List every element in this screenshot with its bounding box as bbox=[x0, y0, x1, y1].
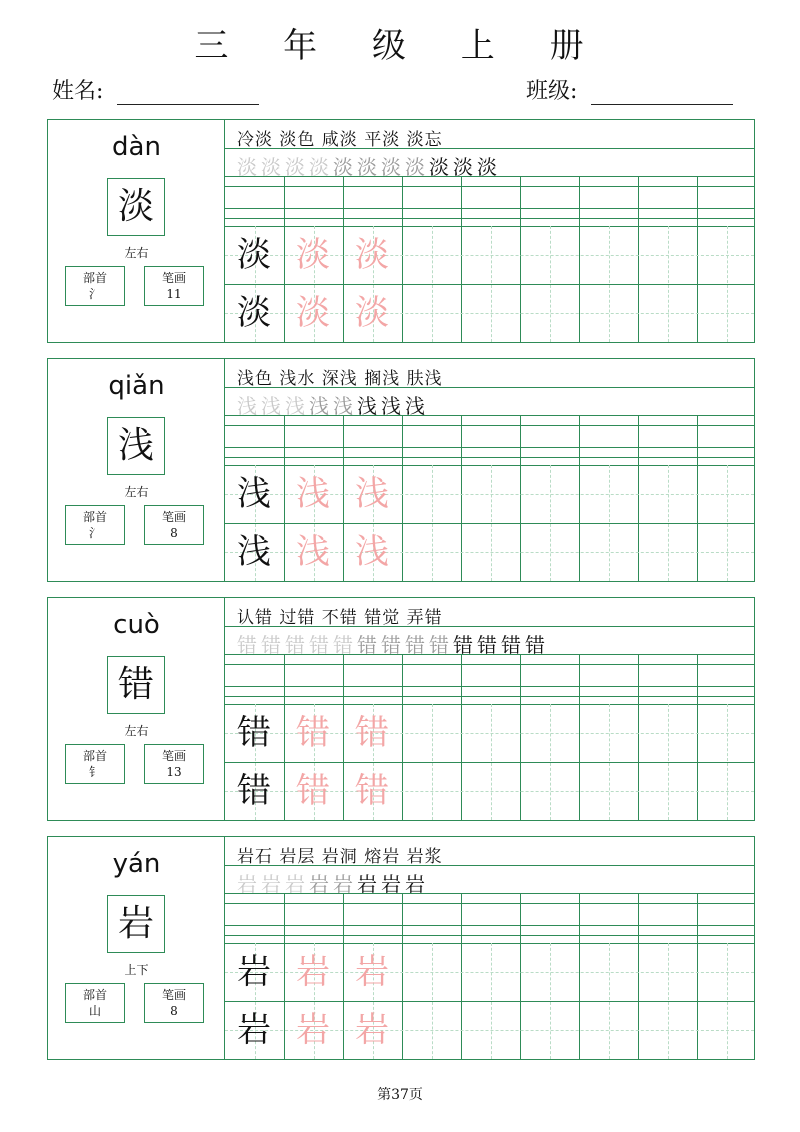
grid-line bbox=[520, 415, 521, 581]
grid-guide bbox=[727, 704, 728, 820]
practice-model-character: 淡 bbox=[237, 235, 271, 275]
grid-line bbox=[461, 893, 462, 1059]
grid-guide bbox=[491, 943, 492, 1059]
grid-guide bbox=[432, 465, 433, 581]
grid-line bbox=[225, 925, 754, 926]
structure-label: 左右 bbox=[124, 246, 149, 260]
stroke-order-step: 浅 bbox=[381, 394, 401, 418]
stroke-order-step: 错 bbox=[501, 633, 521, 657]
strokes-label: 笔画 bbox=[161, 271, 186, 285]
practice-trace-character[interactable]: 岩 bbox=[355, 1010, 389, 1050]
practice-model-character: 错 bbox=[237, 771, 271, 811]
practice-model-character: 岩 bbox=[237, 1010, 271, 1050]
stroke-order-step: 淡 bbox=[405, 155, 425, 179]
stroke-order-step: 错 bbox=[333, 633, 353, 657]
grid-line bbox=[225, 457, 754, 458]
class-field[interactable] bbox=[526, 74, 733, 105]
stroke-order-step: 淡 bbox=[309, 155, 329, 179]
strokes-label: 笔画 bbox=[161, 510, 186, 524]
page-title: 三 年 级 上 册 bbox=[194, 26, 606, 66]
radical-label: 部首 bbox=[82, 988, 107, 1002]
strokes-value: 8 bbox=[170, 526, 178, 540]
strokes-value: 13 bbox=[166, 765, 182, 779]
structure-label: 左右 bbox=[124, 485, 149, 499]
grid-line bbox=[225, 208, 754, 209]
radical-value: 氵 bbox=[88, 526, 101, 540]
practice-trace-character[interactable]: 错 bbox=[296, 771, 330, 811]
grid-line bbox=[225, 415, 754, 416]
grid-line bbox=[461, 176, 462, 342]
grid-line bbox=[697, 415, 698, 581]
practice-trace-character[interactable]: 浅 bbox=[355, 474, 389, 514]
grid-guide bbox=[668, 465, 669, 581]
radical-box bbox=[65, 983, 125, 1023]
class-underline[interactable] bbox=[591, 84, 733, 105]
stroke-order-step: 浅 bbox=[405, 394, 425, 418]
grid-guide bbox=[491, 226, 492, 342]
practice-trace-character[interactable]: 淡 bbox=[296, 235, 330, 275]
strokes-box bbox=[144, 266, 204, 306]
grid-guide bbox=[727, 226, 728, 342]
stroke-order-step: 浅 bbox=[333, 394, 353, 418]
stroke-order-step: 淡 bbox=[381, 155, 401, 179]
grid-line bbox=[225, 686, 754, 687]
radical-box bbox=[65, 744, 125, 784]
stroke-order-step: 岩 bbox=[381, 872, 401, 896]
radical-value: 山 bbox=[88, 1004, 101, 1018]
radical-box bbox=[65, 505, 125, 545]
radical-value: 氵 bbox=[88, 287, 101, 301]
grid-line bbox=[225, 218, 754, 219]
strokes-label: 笔画 bbox=[161, 749, 186, 763]
pinyin: cuò bbox=[113, 610, 160, 640]
radical-box bbox=[65, 266, 125, 306]
grid-line bbox=[225, 447, 754, 448]
grid-guide bbox=[609, 226, 610, 342]
grid-line bbox=[402, 893, 403, 1059]
grid-guide bbox=[668, 704, 669, 820]
practice-trace-character[interactable]: 错 bbox=[296, 713, 330, 753]
practice-model-character: 淡 bbox=[237, 293, 271, 333]
stroke-order-step: 淡 bbox=[285, 155, 305, 179]
grid-line bbox=[461, 415, 462, 581]
grid-line bbox=[638, 654, 639, 820]
practice-panel bbox=[225, 598, 754, 820]
character-card bbox=[47, 836, 755, 1060]
practice-trace-character[interactable]: 淡 bbox=[355, 235, 389, 275]
model-character: 淡 bbox=[107, 178, 165, 236]
pinyin: yán bbox=[112, 849, 161, 879]
practice-model-character: 错 bbox=[237, 713, 271, 753]
radical-label: 部首 bbox=[82, 749, 107, 763]
stroke-order-step: 错 bbox=[477, 633, 497, 657]
practice-trace-character[interactable]: 淡 bbox=[355, 293, 389, 333]
grid-line bbox=[225, 865, 754, 866]
stroke-order-step: 错 bbox=[261, 633, 281, 657]
grid-line bbox=[638, 893, 639, 1059]
practice-trace-character[interactable]: 岩 bbox=[296, 952, 330, 992]
name-label: 姓名: bbox=[52, 79, 104, 104]
stroke-order-step: 岩 bbox=[237, 872, 257, 896]
practice-model-character: 岩 bbox=[237, 952, 271, 992]
grid-line bbox=[402, 415, 403, 581]
grid-guide bbox=[668, 943, 669, 1059]
grid-guide bbox=[609, 465, 610, 581]
grid-guide bbox=[609, 943, 610, 1059]
grid-guide bbox=[550, 465, 551, 581]
grid-line bbox=[402, 176, 403, 342]
stroke-order-step: 浅 bbox=[285, 394, 305, 418]
pinyin: dàn bbox=[112, 132, 161, 162]
strokes-value: 11 bbox=[166, 287, 182, 301]
character-card bbox=[47, 597, 755, 821]
character-info-panel bbox=[48, 359, 225, 581]
stroke-order-step: 岩 bbox=[405, 872, 425, 896]
stroke-order-step: 岩 bbox=[309, 872, 329, 896]
grid-guide bbox=[432, 704, 433, 820]
structure-label: 上下 bbox=[124, 963, 149, 977]
stroke-order-step: 浅 bbox=[237, 394, 257, 418]
grid-line bbox=[638, 415, 639, 581]
stroke-order-step: 岩 bbox=[357, 872, 377, 896]
practice-trace-character[interactable]: 浅 bbox=[296, 532, 330, 572]
stroke-order-step: 错 bbox=[285, 633, 305, 657]
practice-model-character: 浅 bbox=[237, 532, 271, 572]
grid-line bbox=[697, 176, 698, 342]
grid-line bbox=[520, 176, 521, 342]
stroke-order-step: 错 bbox=[525, 633, 545, 657]
grid-line bbox=[579, 893, 580, 1059]
character-card bbox=[47, 358, 755, 582]
practice-trace-character[interactable]: 错 bbox=[355, 713, 389, 753]
stroke-order-step: 岩 bbox=[261, 872, 281, 896]
practice-panel bbox=[225, 359, 754, 581]
stroke-order-step: 岩 bbox=[285, 872, 305, 896]
pinyin: qiǎn bbox=[108, 371, 165, 401]
grid-guide bbox=[727, 943, 728, 1059]
practice-trace-character[interactable]: 浅 bbox=[355, 532, 389, 572]
grid-guide bbox=[432, 226, 433, 342]
stroke-order-step: 淡 bbox=[333, 155, 353, 179]
grid-line bbox=[579, 654, 580, 820]
stroke-order-step: 错 bbox=[405, 633, 425, 657]
stroke-order-step: 错 bbox=[237, 633, 257, 657]
grid-line bbox=[225, 148, 754, 149]
character-info-panel bbox=[48, 120, 225, 342]
grid-line bbox=[579, 415, 580, 581]
word-list: 浅色 浅水 深浅 搁浅 肤浅 bbox=[237, 369, 443, 389]
grid-guide bbox=[491, 704, 492, 820]
stroke-order-step: 岩 bbox=[333, 872, 353, 896]
practice-panel bbox=[225, 837, 754, 1059]
grid-line bbox=[225, 893, 754, 894]
grid-line bbox=[225, 387, 754, 388]
radical-label: 部首 bbox=[82, 271, 107, 285]
grid-guide bbox=[491, 465, 492, 581]
grid-guide bbox=[550, 226, 551, 342]
radical-value: 钅 bbox=[88, 765, 101, 779]
grid-line bbox=[225, 935, 754, 936]
practice-trace-character[interactable]: 岩 bbox=[355, 952, 389, 992]
stroke-order-step: 淡 bbox=[261, 155, 281, 179]
model-character: 岩 bbox=[107, 895, 165, 953]
name-underline[interactable] bbox=[117, 84, 259, 105]
stroke-order-step: 错 bbox=[429, 633, 449, 657]
stroke-order-step: 浅 bbox=[309, 394, 329, 418]
strokes-label: 笔画 bbox=[161, 988, 186, 1002]
word-list: 冷淡 淡色 咸淡 平淡 淡忘 bbox=[237, 130, 443, 150]
grid-line bbox=[225, 654, 754, 655]
grid-line bbox=[225, 176, 754, 177]
strokes-box bbox=[144, 983, 204, 1023]
stroke-order-step: 淡 bbox=[453, 155, 473, 179]
grid-line bbox=[520, 893, 521, 1059]
character-info-panel bbox=[48, 598, 225, 820]
structure-label: 左右 bbox=[124, 724, 149, 738]
stroke-order-step: 错 bbox=[453, 633, 473, 657]
practice-trace-character[interactable]: 淡 bbox=[296, 293, 330, 333]
grid-line bbox=[579, 176, 580, 342]
practice-trace-character[interactable]: 岩 bbox=[296, 1010, 330, 1050]
grid-line bbox=[461, 654, 462, 820]
practice-trace-character[interactable]: 浅 bbox=[296, 474, 330, 514]
strokes-value: 8 bbox=[170, 1004, 178, 1018]
grid-line bbox=[638, 176, 639, 342]
grid-line bbox=[225, 186, 754, 187]
stroke-order-step: 错 bbox=[357, 633, 377, 657]
name-field[interactable] bbox=[52, 74, 259, 105]
grid-guide bbox=[727, 465, 728, 581]
grid-guide bbox=[668, 226, 669, 342]
character-info-panel bbox=[48, 837, 225, 1059]
stroke-order-step: 淡 bbox=[237, 155, 257, 179]
grid-line bbox=[225, 696, 754, 697]
grid-line bbox=[697, 654, 698, 820]
grid-line bbox=[225, 425, 754, 426]
grid-guide bbox=[550, 943, 551, 1059]
grid-line bbox=[697, 893, 698, 1059]
stroke-order-step: 浅 bbox=[261, 394, 281, 418]
class-label: 班级: bbox=[526, 79, 578, 104]
word-list: 认错 过错 不错 错觉 弄错 bbox=[237, 608, 443, 628]
model-character: 浅 bbox=[107, 417, 165, 475]
grid-line bbox=[402, 654, 403, 820]
grid-line bbox=[520, 654, 521, 820]
model-character: 错 bbox=[107, 656, 165, 714]
stroke-order-step: 淡 bbox=[429, 155, 449, 179]
grid-guide bbox=[550, 704, 551, 820]
word-list: 岩石 岩层 岩洞 熔岩 岩浆 bbox=[237, 847, 443, 867]
character-card bbox=[47, 119, 755, 343]
grid-guide bbox=[432, 943, 433, 1059]
practice-panel bbox=[225, 120, 754, 342]
grid-guide bbox=[609, 704, 610, 820]
stroke-order-step: 浅 bbox=[357, 394, 377, 418]
grid-line bbox=[225, 626, 754, 627]
stroke-order-step: 错 bbox=[381, 633, 401, 657]
radical-label: 部首 bbox=[82, 510, 107, 524]
strokes-box bbox=[144, 744, 204, 784]
grid-line bbox=[225, 664, 754, 665]
practice-model-character: 浅 bbox=[237, 474, 271, 514]
stroke-order-step: 淡 bbox=[357, 155, 377, 179]
grid-line bbox=[225, 903, 754, 904]
stroke-order-step: 淡 bbox=[477, 155, 497, 179]
stroke-order-step: 错 bbox=[309, 633, 329, 657]
strokes-box bbox=[144, 505, 204, 545]
page-number: 第37页 bbox=[377, 1087, 423, 1103]
practice-trace-character[interactable]: 错 bbox=[355, 771, 389, 811]
